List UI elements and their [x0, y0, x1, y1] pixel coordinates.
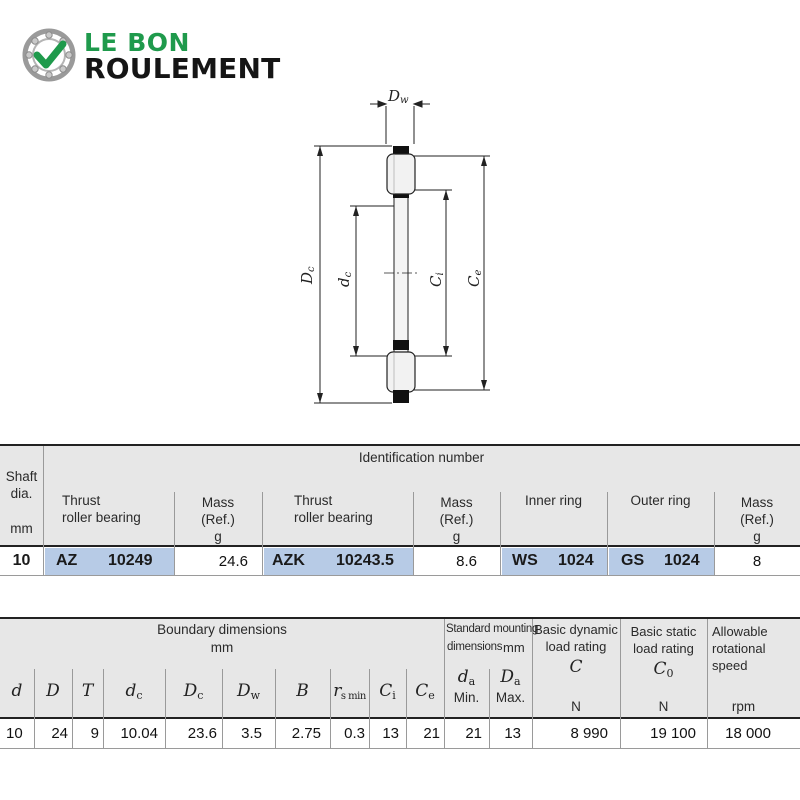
value-r-smin: 0.3 — [344, 725, 365, 742]
symbol-Ce: $C_e$ — [415, 681, 435, 702]
symbol-B: B — [296, 681, 309, 701]
mass-header-2: Mass (Ref.) — [439, 495, 474, 527]
bearing-cross-section-drawing — [290, 84, 530, 414]
value-static-load: 19 100 — [650, 725, 696, 742]
brand-logo — [22, 26, 302, 86]
dynamic-load-header: Basic dynamic load rating — [534, 622, 618, 654]
thrust-bearing-header-1: Thrust roller bearing — [62, 493, 141, 525]
inner-ring-header: Inner ring — [524, 493, 583, 508]
value-dc: 10.04 — [120, 725, 158, 742]
speed-header: Allowable rotational speed — [712, 624, 768, 673]
symbol-da: $d_a$ — [457, 667, 476, 688]
symbol-T: T — [81, 681, 94, 701]
symbol-d: d — [11, 681, 23, 701]
symbol-dc: $d_c$ — [125, 681, 143, 702]
mass-header-1: Mass (Ref.) — [201, 495, 235, 527]
mass-unit-1: g — [214, 529, 222, 544]
dim-label-dc: dc — [335, 271, 354, 287]
shaft-dia-header: Shaft dia. — [5, 469, 38, 501]
dynamic-load-symbol: C — [569, 657, 583, 677]
value-Ci: 13 — [382, 725, 399, 742]
value-speed: 18 000 — [725, 725, 771, 742]
dim-label-Dc: Dc — [298, 266, 317, 284]
value-Dw: 3.5 — [241, 725, 262, 742]
boundary-dimensions-header: Boundary dimensions — [157, 622, 287, 637]
mass-value-3: 8 — [752, 553, 762, 570]
value-B: 2.75 — [291, 725, 321, 742]
Da-max-note: Max. — [495, 690, 526, 705]
thrust-bearing-header-2: Thrust roller bearing — [294, 493, 373, 525]
symbol-Dw: $D_w$ — [236, 681, 261, 702]
symbol-Dc: $D_c$ — [183, 681, 204, 702]
symbol-Ci: $C_i$ — [379, 681, 396, 702]
logo-text-line1: LE BON — [84, 28, 190, 57]
outer-ring-header: Outer ring — [630, 493, 691, 508]
value-d: 10 — [6, 725, 23, 742]
value-dynamic-load: 8 990 — [570, 725, 608, 742]
mass-value-2: 8.6 — [456, 553, 477, 570]
dim-label-Ci: Ci — [427, 272, 446, 287]
value-da: 21 — [465, 725, 482, 742]
identification-header: Identification number — [358, 450, 485, 465]
logo-text-line2: ROULEMENT — [84, 52, 281, 85]
mounting-dimensions-sub: dimensions — [447, 641, 503, 653]
symbol-D: D — [46, 681, 60, 701]
dim-label-Ce: Ce — [465, 269, 484, 287]
mounting-dimensions-header: Standard mounting — [446, 623, 539, 635]
identification-table: Shaft dia. mm Identification number Thrust roller bearing Mass (Ref.) g Thrust roller bearing Mass (Ref.) g Inner ring Outer ring Mass (Ref.) g 10 AZ 10249 24.6 AZK 10243.5 8.6 WS 1024 GS 1024 8 — [0, 444, 800, 576]
symbol-Da: $D_a$ — [500, 667, 521, 688]
da-min-note: Min. — [453, 690, 480, 705]
dimensions-table — [0, 617, 800, 750]
static-load-header: Basic static load rating — [630, 624, 697, 656]
value-T: 9 — [90, 725, 99, 742]
value-Ce: 21 — [423, 725, 440, 742]
dynamic-load-unit: N — [571, 699, 581, 714]
mass-unit-3: g — [753, 529, 761, 544]
shaft-dia-value: 10 — [12, 552, 31, 569]
speed-unit: rpm — [731, 699, 756, 714]
mass-unit-2: g — [452, 529, 461, 544]
boundary-dimensions-unit: mm — [210, 640, 234, 655]
shaft-unit: mm — [10, 521, 33, 536]
mounting-dimensions-unit: mm — [503, 640, 525, 655]
static-load-unit: N — [658, 699, 669, 714]
bearing-check-icon — [22, 28, 76, 82]
symbol-r-smin: $r_{s min}$ — [333, 681, 366, 702]
static-load-symbol: $C_0$ — [653, 659, 674, 680]
mass-value-1: 24.6 — [218, 553, 248, 570]
value-D: 24 — [51, 725, 68, 742]
dim-label-Dw: Dw — [388, 87, 409, 106]
value-Da: 13 — [504, 725, 521, 742]
mass-header-3: Mass (Ref.) — [740, 495, 774, 527]
value-Dc: 23.6 — [187, 725, 217, 742]
